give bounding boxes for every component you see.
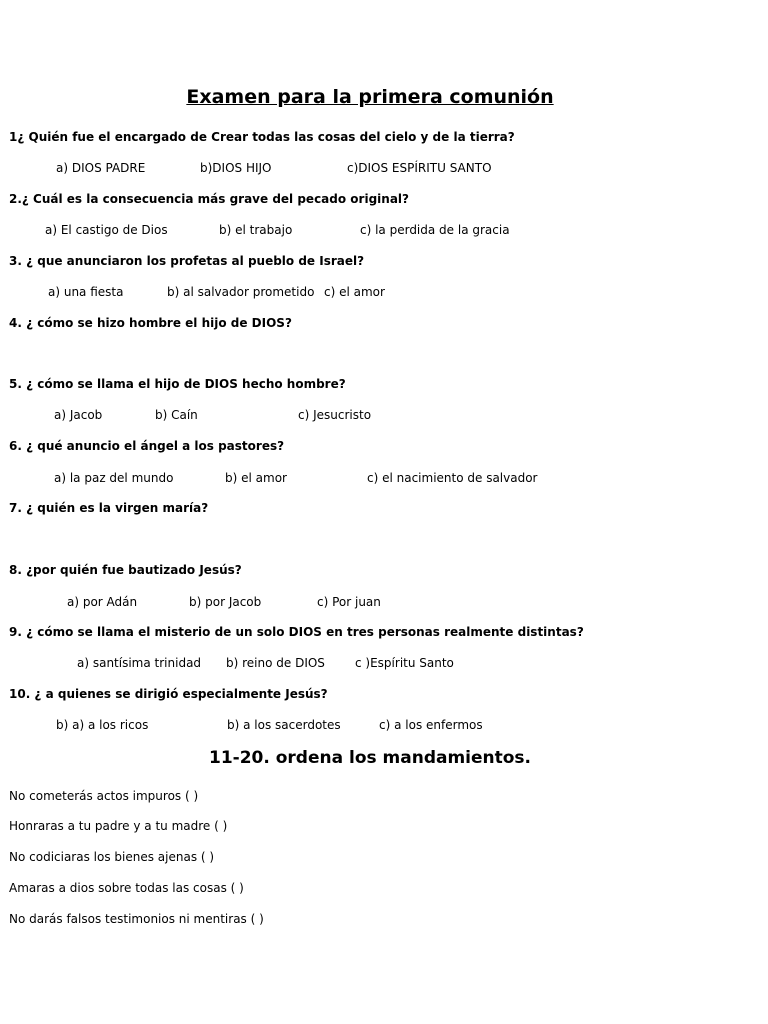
question-8: 8. ¿por quién fue bautizado Jesús? xyxy=(9,563,242,577)
commandment-item-4: Amaras a dios sobre todas las cosas ( ) xyxy=(9,881,244,895)
q3-option-a: a) una fiesta xyxy=(48,285,124,299)
commandment-item-3: No codiciaras los bienes ajenas ( ) xyxy=(9,850,215,864)
question-2: 2.¿ Cuál es la consecuencia más grave del pecado original? xyxy=(9,192,409,206)
question-9: 9. ¿ cómo se llama el misterio de un solo DIOS en tres personas realmente distintas? xyxy=(9,625,584,639)
q1-option-c: c)DIOS ESPÍRITU SANTO xyxy=(347,161,492,175)
q2-option-a: a) El castigo de Dios xyxy=(45,223,168,237)
q5-option-b: b) Caín xyxy=(155,408,198,422)
q3-option-c: c) el amor xyxy=(324,285,385,299)
question-7: 7. ¿ quién es la virgen maría? xyxy=(9,501,209,515)
q10-option-c: c) a los enfermos xyxy=(379,718,483,732)
q9-option-c: c )Espíritu Santo xyxy=(355,656,454,670)
q6-option-a: a) la paz del mundo xyxy=(54,471,174,485)
q2-option-b: b) el trabajo xyxy=(219,223,293,237)
question-5: 5. ¿ cómo se llama el hijo de DIOS hecho hombre? xyxy=(9,377,346,391)
question-6: 6. ¿ qué anuncio el ángel a los pastores? xyxy=(9,439,285,453)
q9-option-b: b) reino de DIOS xyxy=(226,656,325,670)
exam-title: Examen para la primera comunión xyxy=(186,86,554,108)
q8-option-c: c) Por juan xyxy=(317,595,381,609)
q8-option-a: a) por Adán xyxy=(67,595,138,609)
q8-option-b: b) por Jacob xyxy=(189,595,262,609)
commandments-section-title: 11-20. ordena los mandamientos. xyxy=(208,748,532,768)
q5-option-c: c) Jesucristo xyxy=(298,408,372,422)
question-10: 10. ¿ a quienes se dirigió especialmente Jesús? xyxy=(9,687,328,701)
q10-option-a: b) a) a los ricos xyxy=(56,718,149,732)
q1-option-a: a) DIOS PADRE xyxy=(56,161,146,175)
q9-option-a: a) santísima trinidad xyxy=(77,656,202,670)
q6-option-c: c) el nacimiento de salvador xyxy=(367,471,538,485)
question-3: 3. ¿ que anunciaron los profetas al pueblo de Israel? xyxy=(9,254,365,268)
q1-option-b: b)DIOS HIJO xyxy=(200,161,272,175)
commandment-item-1: No cometerás actos impuros ( ) xyxy=(9,789,199,803)
question-1: 1¿ Quién fue el encargado de Crear todas las cosas del cielo y de la tierra? xyxy=(9,130,515,144)
q5-option-a: a) Jacob xyxy=(54,408,103,422)
commandment-item-5: No darás falsos testimonios ni mentiras ( ) xyxy=(9,912,264,926)
commandment-item-2: Honraras a tu padre y a tu madre ( ) xyxy=(9,819,228,833)
q2-option-c: c) la perdida de la gracia xyxy=(360,223,510,237)
q10-option-b: b) a los sacerdotes xyxy=(227,718,341,732)
q6-option-b: b) el amor xyxy=(225,471,287,485)
q3-option-b: b) al salvador prometido xyxy=(167,285,315,299)
question-4: 4. ¿ cómo se hizo hombre el hijo de DIOS? xyxy=(9,316,292,330)
